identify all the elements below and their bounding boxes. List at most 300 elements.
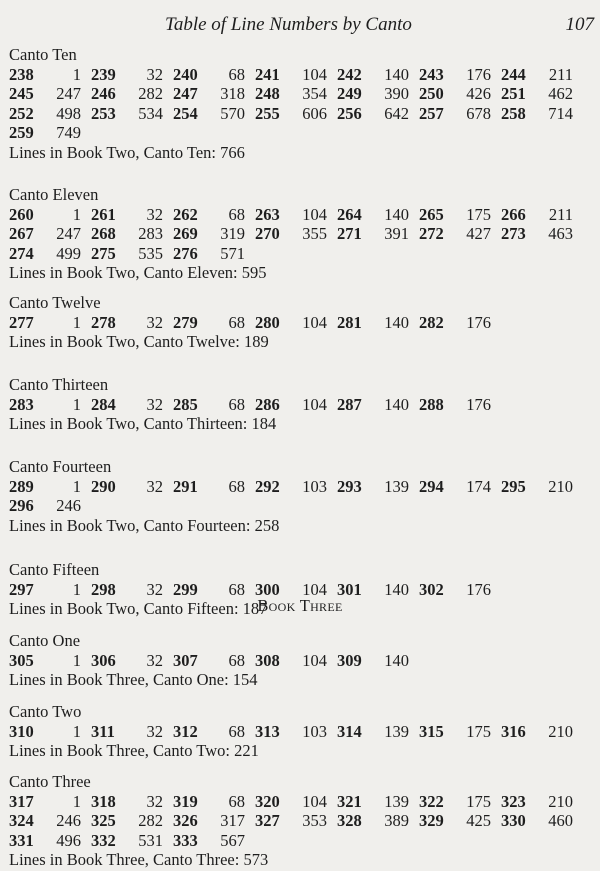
canto-section — [9, 457, 594, 535]
page-number-cell: 322 — [419, 791, 444, 811]
page-number-cell: 308 — [255, 650, 280, 670]
page-line-pair — [255, 651, 337, 671]
page-line-pair — [501, 224, 583, 244]
running-header — [0, 6, 600, 36]
page-number-cell: 244 — [501, 64, 526, 84]
page-line-pair — [337, 651, 419, 671]
page-number-cell: 283 — [9, 394, 34, 414]
page-line-pair — [91, 84, 173, 104]
page-number-cell: 314 — [337, 721, 362, 741]
page-line-pair — [91, 205, 173, 225]
line-number-cell: 32 — [146, 476, 163, 496]
page-number-cell: 282 — [419, 312, 444, 332]
page-number-cell: 309 — [337, 650, 362, 670]
page-line-pair — [91, 104, 173, 124]
page-number-cell: 278 — [91, 312, 116, 332]
page-number-cell: 313 — [255, 721, 280, 741]
page-line-pair — [9, 123, 91, 143]
page-number-cell: 271 — [337, 224, 362, 243]
page-line-pair — [501, 722, 583, 742]
line-number-row — [9, 123, 594, 143]
page-line-pair — [337, 313, 419, 333]
page-line-pair — [501, 792, 583, 812]
page-line-pair — [173, 395, 255, 415]
page-line-pair — [419, 205, 501, 225]
page-number: 107 — [565, 14, 594, 35]
page-title: Table of Line Numbers by Canto — [165, 14, 412, 35]
page-number-cell: 240 — [173, 64, 198, 84]
line-number-cell: 642 — [384, 103, 409, 123]
line-number-cell: 425 — [466, 811, 491, 830]
page-line-pair — [91, 651, 173, 671]
line-number-cell: 570 — [220, 103, 245, 123]
page-line-pair — [173, 477, 255, 497]
line-number-cell: 391 — [384, 224, 409, 243]
line-number-row — [9, 65, 594, 85]
line-number-cell: 678 — [466, 103, 491, 123]
page-line-pair — [501, 477, 583, 497]
line-number-cell: 104 — [302, 64, 327, 84]
page-number-cell: 296 — [9, 496, 34, 515]
page-line-pair — [9, 104, 91, 124]
canto-line-total: Lines in Book Three, Canto Two: 221 — [9, 741, 259, 760]
page-number-cell: 288 — [419, 394, 444, 414]
page-number-cell: 275 — [91, 243, 116, 263]
line-number-cell: 139 — [384, 721, 409, 741]
line-number-cell: 1 — [72, 650, 81, 670]
line-number-cell: 319 — [220, 224, 245, 243]
line-number-cell: 463 — [548, 224, 573, 243]
page-number-cell: 290 — [91, 476, 116, 496]
line-number-cell: 462 — [548, 84, 573, 103]
page-line-pair — [9, 477, 91, 497]
line-number-cell: 175 — [466, 204, 491, 224]
line-number-cell: 210 — [548, 721, 573, 741]
page-number-cell: 263 — [255, 204, 280, 224]
page-line-pair — [419, 395, 501, 415]
page-line-pair — [9, 313, 91, 333]
line-number-cell: 68 — [228, 64, 245, 84]
page-number-cell: 238 — [9, 64, 34, 84]
canto-section — [9, 293, 594, 352]
page-line-pair — [255, 224, 337, 244]
page-number-cell: 280 — [255, 312, 280, 332]
line-number-cell: 176 — [466, 579, 491, 599]
canto-line-total: Lines in Book Two, Canto Thirteen: 184 — [9, 414, 277, 433]
line-number-cell: 139 — [384, 791, 409, 811]
line-number-row — [9, 496, 594, 516]
page-number-cell: 256 — [337, 103, 362, 123]
page-number-cell: 272 — [419, 224, 444, 243]
line-number-row — [9, 224, 594, 244]
page-number-cell: 332 — [91, 830, 116, 850]
page-number-cell: 329 — [419, 811, 444, 830]
page-number-cell: 328 — [337, 811, 362, 830]
page-number-cell: 321 — [337, 791, 362, 811]
line-number-cell: 246 — [56, 811, 81, 830]
page-number-cell: 326 — [173, 811, 198, 830]
page-line-pair — [337, 395, 419, 415]
page-number-cell: 299 — [173, 579, 198, 599]
page-number-cell: 242 — [337, 64, 362, 84]
page-number-cell: 239 — [91, 64, 116, 84]
canto-title: Canto Fifteen — [9, 560, 100, 579]
line-number-cell: 103 — [302, 476, 327, 496]
line-number-row — [9, 84, 594, 104]
canto-title: Canto Three — [9, 772, 91, 791]
line-number-row — [9, 477, 594, 497]
page-line-pair — [173, 831, 255, 851]
page-number-cell: 262 — [173, 204, 198, 224]
page-line-pair — [419, 811, 501, 831]
canto-title: Canto One — [9, 631, 81, 650]
page-number-cell: 293 — [337, 476, 362, 496]
line-number-cell: 68 — [228, 204, 245, 224]
line-number-cell: 32 — [146, 650, 163, 670]
line-number-cell: 140 — [384, 312, 409, 332]
line-number-cell: 175 — [466, 791, 491, 811]
page-number-cell: 320 — [255, 791, 280, 811]
line-number-cell: 103 — [302, 721, 327, 741]
page-number-cell: 265 — [419, 204, 444, 224]
page-number-cell: 260 — [9, 204, 34, 224]
page-line-pair — [91, 722, 173, 742]
page-number-cell: 243 — [419, 64, 444, 84]
line-number-row — [9, 792, 594, 812]
canto-section — [9, 45, 594, 162]
page-line-pair — [173, 84, 255, 104]
page-number-cell: 318 — [91, 791, 116, 811]
line-number-cell: 1 — [72, 394, 81, 414]
line-number-cell: 32 — [146, 721, 163, 741]
page-line-pair — [337, 811, 419, 831]
page-line-pair — [419, 65, 501, 85]
page-line-pair — [255, 65, 337, 85]
page-number-cell: 281 — [337, 312, 362, 332]
page-number-cell: 319 — [173, 791, 198, 811]
page-number-cell: 298 — [91, 579, 116, 599]
page-line-pair — [173, 104, 255, 124]
canto-title: Canto Eleven — [9, 185, 99, 204]
line-number-cell: 68 — [228, 394, 245, 414]
line-number-cell: 32 — [146, 579, 163, 599]
page-line-pair — [173, 244, 255, 264]
page-line-pair — [337, 792, 419, 812]
line-number-cell: 353 — [302, 811, 327, 830]
page-line-pair — [9, 84, 91, 104]
line-number-cell: 104 — [302, 312, 327, 332]
page-number-cell: 305 — [9, 650, 34, 670]
page-number-cell: 294 — [419, 476, 444, 496]
page-number-cell: 323 — [501, 791, 526, 811]
page-line-pair — [419, 722, 501, 742]
line-number-cell: 318 — [220, 84, 245, 103]
line-number-row — [9, 244, 594, 264]
page-number-cell: 279 — [173, 312, 198, 332]
line-number-cell: 1 — [72, 791, 81, 811]
line-number-cell: 140 — [384, 204, 409, 224]
page-line-pair — [337, 65, 419, 85]
line-number-row — [9, 722, 594, 742]
canto-section — [9, 702, 594, 761]
line-number-cell: 176 — [466, 64, 491, 84]
page-line-pair — [91, 477, 173, 497]
line-number-cell: 1 — [72, 312, 81, 332]
page-number-cell: 254 — [173, 103, 198, 123]
line-number-cell: 1 — [72, 476, 81, 496]
page-number-cell: 267 — [9, 224, 34, 243]
line-number-cell: 499 — [56, 243, 81, 263]
line-number-cell: 535 — [138, 243, 163, 263]
line-number-cell: 104 — [302, 394, 327, 414]
line-number-cell: 104 — [302, 204, 327, 224]
line-number-cell: 68 — [228, 312, 245, 332]
page-number-cell: 268 — [91, 224, 116, 243]
page-number-cell: 310 — [9, 721, 34, 741]
page-number-cell: 249 — [337, 84, 362, 103]
page-number-cell: 274 — [9, 243, 34, 263]
page-line-pair — [255, 792, 337, 812]
page-number-cell: 248 — [255, 84, 280, 103]
line-number-row — [9, 205, 594, 225]
page-line-pair — [9, 244, 91, 264]
page-number-cell: 330 — [501, 811, 526, 830]
page-line-pair — [419, 313, 501, 333]
page-line-pair — [173, 722, 255, 742]
line-number-cell: 247 — [56, 224, 81, 243]
line-number-cell: 68 — [228, 791, 245, 811]
line-number-row — [9, 651, 594, 671]
page-line-pair — [91, 313, 173, 333]
line-number-cell: 389 — [384, 811, 409, 830]
page-number-cell: 289 — [9, 476, 34, 496]
page-line-pair — [173, 313, 255, 333]
page-line-pair — [255, 205, 337, 225]
line-number-cell: 176 — [466, 312, 491, 332]
page-line-pair — [91, 395, 173, 415]
line-number-row — [9, 313, 594, 333]
page-line-pair — [173, 224, 255, 244]
page-number-cell: 301 — [337, 579, 362, 599]
page-line-pair — [501, 811, 583, 831]
page-number-cell: 333 — [173, 830, 198, 850]
line-number-cell: 282 — [138, 811, 163, 830]
line-number-row — [9, 811, 594, 831]
canto-title: Canto Twelve — [9, 293, 101, 312]
line-number-cell: 531 — [138, 830, 163, 850]
canto-title: Canto Two — [9, 702, 82, 721]
line-number-cell: 714 — [548, 103, 573, 123]
line-number-cell: 749 — [56, 123, 81, 142]
page-line-pair — [9, 722, 91, 742]
line-number-cell: 355 — [302, 224, 327, 243]
page-number-cell: 261 — [91, 204, 116, 224]
page-number-cell: 273 — [501, 224, 526, 243]
page-line-pair — [173, 65, 255, 85]
page-line-pair — [419, 104, 501, 124]
page-line-pair — [419, 84, 501, 104]
canto-title: Canto Thirteen — [9, 375, 109, 394]
line-number-cell: 1 — [72, 721, 81, 741]
line-number-cell: 317 — [220, 811, 245, 830]
page-number-cell: 285 — [173, 394, 198, 414]
line-number-cell: 571 — [220, 243, 245, 263]
line-number-cell: 534 — [138, 103, 163, 123]
line-number-cell: 175 — [466, 721, 491, 741]
page-line-pair — [91, 224, 173, 244]
line-number-cell: 247 — [56, 84, 81, 103]
page-number-cell: 286 — [255, 394, 280, 414]
line-number-cell: 498 — [56, 103, 81, 123]
line-number-cell: 390 — [384, 84, 409, 103]
page-line-pair — [419, 224, 501, 244]
page-line-pair — [501, 205, 583, 225]
line-number-cell: 1 — [72, 64, 81, 84]
line-number-cell: 211 — [548, 204, 573, 224]
page-number-cell: 277 — [9, 312, 34, 332]
page-number-cell: 302 — [419, 579, 444, 599]
page-number-cell: 270 — [255, 224, 280, 243]
page-number-cell: 306 — [91, 650, 116, 670]
line-number-cell: 283 — [138, 224, 163, 243]
page-number-cell: 307 — [173, 650, 198, 670]
page-number-cell: 327 — [255, 811, 280, 830]
page-number-cell: 252 — [9, 103, 34, 123]
line-number-cell: 139 — [384, 476, 409, 496]
line-number-cell: 104 — [302, 579, 327, 599]
page-line-pair — [501, 104, 583, 124]
canto-line-total: Lines in Book Two, Canto Fifteen: 187 — [9, 599, 268, 618]
page-number-cell: 284 — [91, 394, 116, 414]
page-line-pair — [501, 65, 583, 85]
page-number-cell: 291 — [173, 476, 198, 496]
line-number-row — [9, 104, 594, 124]
page-number-cell: 295 — [501, 476, 526, 496]
page-number-cell: 245 — [9, 84, 34, 103]
page-line-pair — [255, 395, 337, 415]
page-line-pair — [255, 722, 337, 742]
line-number-cell: 210 — [548, 476, 573, 496]
line-number-cell: 460 — [548, 811, 573, 830]
canto-line-total: Lines in Book Two, Canto Fourteen: 258 — [9, 515, 280, 535]
page-number-cell: 316 — [501, 721, 526, 741]
page-number-cell: 246 — [91, 84, 116, 103]
line-number-cell: 426 — [466, 84, 491, 103]
page-line-pair — [9, 224, 91, 244]
page-number-cell: 297 — [9, 579, 34, 599]
page-number-cell: 247 — [173, 84, 198, 103]
page-line-pair — [255, 84, 337, 104]
canto-section — [9, 375, 594, 434]
line-number-cell: 140 — [384, 64, 409, 84]
book-heading: Book Three — [257, 596, 343, 615]
line-number-cell: 140 — [384, 650, 409, 670]
canto-line-total: Lines in Book Two, Canto Eleven: 595 — [9, 263, 267, 282]
page-line-pair — [173, 811, 255, 831]
page-number-cell: 269 — [173, 224, 198, 243]
page-line-pair — [91, 244, 173, 264]
line-number-cell: 1 — [72, 204, 81, 224]
page-line-pair — [501, 84, 583, 104]
page-line-pair — [337, 722, 419, 742]
page-line-pair — [91, 792, 173, 812]
page-number-cell: 241 — [255, 64, 280, 84]
canto-section — [9, 185, 594, 283]
page-number-cell: 251 — [501, 84, 526, 103]
page-number-cell: 255 — [255, 103, 280, 123]
canto-section — [9, 772, 594, 870]
page-line-pair — [173, 205, 255, 225]
page-number-cell: 258 — [501, 103, 526, 123]
line-number-cell: 32 — [146, 394, 163, 414]
page-line-pair — [419, 477, 501, 497]
page-line-pair — [9, 205, 91, 225]
page-number-cell: 324 — [9, 811, 34, 830]
canto-line-total: Lines in Book Two, Canto Ten: 766 — [9, 142, 245, 162]
line-number-cell: 32 — [146, 312, 163, 332]
page-line-pair — [173, 792, 255, 812]
page-number-cell: 312 — [173, 721, 198, 741]
page-line-pair — [9, 651, 91, 671]
page-number-cell: 331 — [9, 830, 34, 850]
line-number-cell: 68 — [228, 650, 245, 670]
page-line-pair — [173, 651, 255, 671]
line-number-cell: 68 — [228, 579, 245, 599]
page-number-cell: 300 — [255, 579, 280, 599]
line-number-cell: 1 — [72, 579, 81, 599]
page-line-pair — [255, 477, 337, 497]
canto-section — [9, 631, 594, 690]
page-line-pair — [255, 313, 337, 333]
page-line-pair — [337, 104, 419, 124]
page-line-pair — [255, 811, 337, 831]
line-number-cell: 496 — [56, 830, 81, 850]
page-line-pair — [91, 65, 173, 85]
page-number-cell: 287 — [337, 394, 362, 414]
line-number-cell: 246 — [56, 496, 81, 515]
page-line-pair — [337, 224, 419, 244]
line-number-cell: 176 — [466, 394, 491, 414]
line-number-cell: 104 — [302, 791, 327, 811]
line-number-cell: 211 — [548, 64, 573, 84]
canto-title: Canto Ten — [9, 45, 77, 64]
line-number-cell: 210 — [548, 791, 573, 811]
canto-line-total: Lines in Book Three, Canto Three: 573 — [9, 850, 269, 869]
line-number-row — [9, 395, 594, 415]
canto-line-total: Lines in Book Three, Canto One: 154 — [9, 670, 258, 689]
page-number-cell: 257 — [419, 103, 444, 123]
canto-line-total: Lines in Book Two, Canto Twelve: 189 — [9, 332, 269, 351]
page-number-cell: 292 — [255, 476, 280, 496]
line-number-cell: 282 — [138, 84, 163, 103]
page-line-pair — [9, 496, 91, 516]
page-number-cell: 266 — [501, 204, 526, 224]
page-line-pair — [337, 84, 419, 104]
page-line-pair — [419, 792, 501, 812]
line-number-cell: 427 — [466, 224, 491, 243]
line-number-cell: 174 — [466, 476, 491, 496]
line-number-cell: 104 — [302, 650, 327, 670]
page-number-cell: 325 — [91, 811, 116, 830]
page-number-cell: 311 — [91, 721, 115, 741]
page-line-pair — [91, 811, 173, 831]
page-line-pair — [337, 477, 419, 497]
page-line-pair — [91, 831, 173, 851]
line-number-cell: 140 — [384, 394, 409, 414]
page-line-pair — [337, 205, 419, 225]
page-line-pair — [9, 395, 91, 415]
line-number-cell: 140 — [384, 579, 409, 599]
